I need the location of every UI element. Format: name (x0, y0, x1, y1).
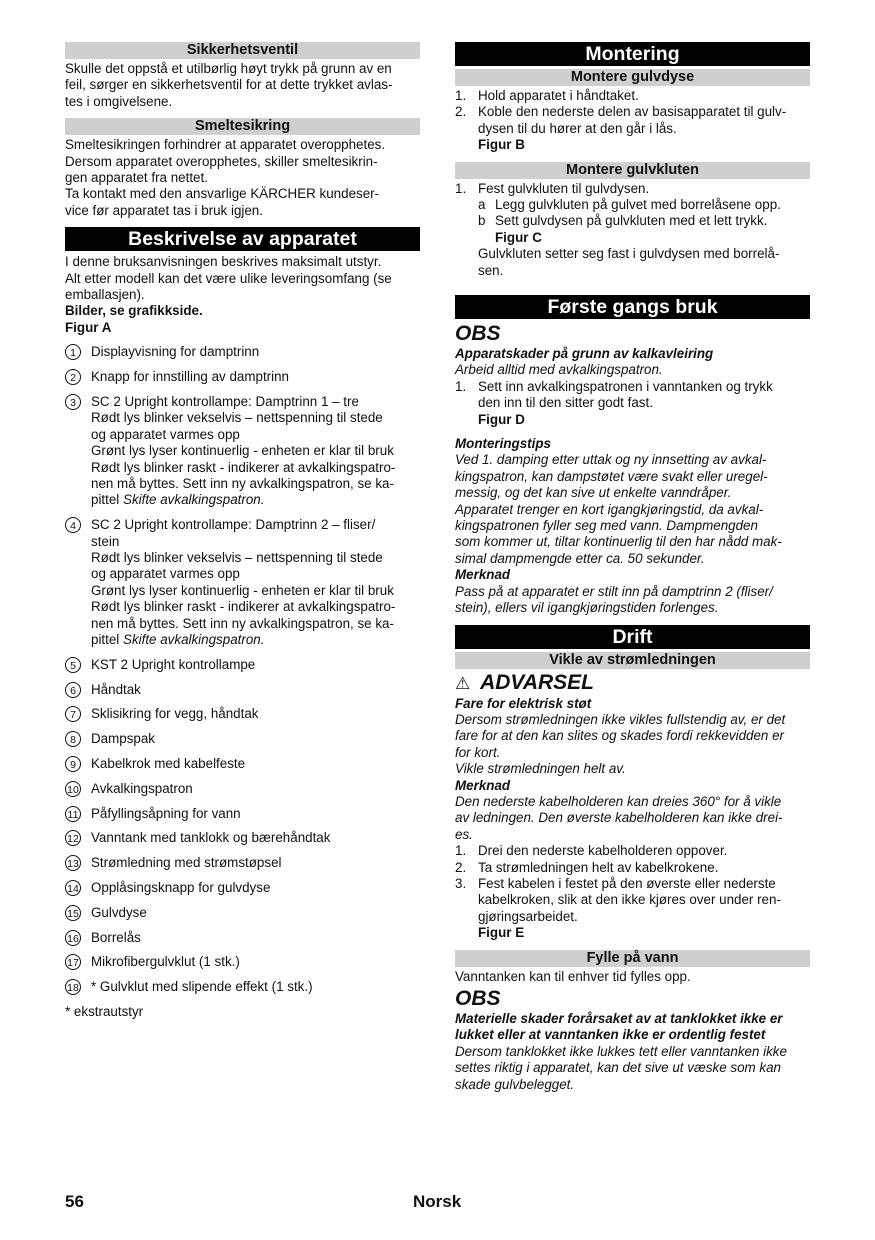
body-line: I denne bruksanvisningen beskrives maksimalt utstyr. (65, 254, 382, 270)
first-use-steps (455, 379, 810, 428)
step-item: 2. Koble den nederste delen av basisapparatet til gulv- dysen til du hører at den går i lås. Figur B (455, 104, 810, 153)
item-number-circle: 9 (65, 756, 81, 772)
step-item: 1. Hold apparatet i håndtaket. (455, 88, 639, 103)
figure-label: Figur E (478, 925, 525, 941)
step-item: 1. Drei den nederste kabelholderen oppover. (455, 843, 728, 859)
mounting-steps (455, 88, 810, 154)
figure-label: Figur D (478, 411, 525, 427)
section-heading-floor-cloth: Montere gulvkluten (455, 162, 810, 179)
body-line: Alt etter modell kan det være ulike leveringsomfang (se (65, 270, 392, 286)
images-reference: Bilder, se grafikkside. (65, 303, 203, 319)
chapter-heading-operation: Drift (455, 625, 810, 649)
chapter-heading-first-use: Første gangs bruk (455, 295, 810, 319)
list-item: 1 Displayvisning for damptrinn (65, 344, 420, 360)
tips-line: som kommer ut, tiltar kontinuerlig til den har nådd mak- (455, 534, 782, 550)
item-number-circle: 14 (65, 880, 81, 896)
item-number-circle: 6 (65, 682, 81, 698)
item-number-circle: 8 (65, 731, 81, 747)
cable-steps (455, 843, 810, 941)
tips-line: messig, og det kan sive ut enkelte vanndråper. (455, 485, 732, 501)
notice-line: skade gulvbelegget. (455, 1076, 575, 1092)
body-line: Ta kontakt med den ansvarlige KÄRCHER kundeser- (65, 186, 380, 202)
danger-line: Vikle strømledningen helt av. (455, 761, 626, 777)
step-item: 1. Sett inn avkalkingspatronen i vanntanken og trykk den inn til den sitter godt fast. Figur D (455, 379, 810, 428)
section-heading-safety-valve: Sikkerhetsventil (65, 42, 420, 59)
component-list (65, 344, 420, 995)
chapter-reference: Skifte avkalkingspatron. (123, 631, 265, 647)
figure-label: Figur C (495, 229, 542, 245)
item-number-circle: 3 (65, 394, 81, 410)
list-item: 16 Borrelås (65, 930, 420, 946)
figure-label: Figur B (478, 137, 525, 153)
list-item: 7 Sklisikring for vegg, håndtak (65, 706, 420, 722)
section-heading-fuse: Smeltesikring (65, 118, 420, 135)
item-number-circle: 18 (65, 979, 81, 995)
note-title: Merknad (455, 777, 511, 793)
list-item: 8 Dampspak (65, 731, 420, 747)
item-number-circle: 5 (65, 657, 81, 673)
obs-label: OBS (455, 322, 501, 345)
danger-line: fare for at den kan slites og skades fordi rekkevidden er (455, 728, 784, 744)
chapter-heading-mounting: Montering (455, 42, 810, 66)
page-number: 56 (65, 1192, 84, 1211)
list-item: 3 SC 2 Upright kontrollampe: Damptrinn 1 – tre Rødt lys blinker vekselvis – nettspenning til stede og apparatet varmes opp Grønt lys lyser kontinuerlig - enheten er klar til bruk Rødt lys blinker raskt - indikerer at avkalkingspatro- nen må byttes. Sett inn ny avkalkingspatron, se ka- pittel Skifte avkalkingspatron. (65, 394, 420, 509)
list-item: 18 * Gulvklut med slipende effekt (1 stk.) (65, 979, 420, 995)
cloth-steps (455, 181, 810, 197)
warning-label: ⚠ ADVARSEL (455, 670, 595, 694)
item-number-circle: 13 (65, 855, 81, 871)
footer-language: Norsk (413, 1192, 462, 1211)
notice-title: lukket eller at vanntanken ikke er ordentlig festet (455, 1027, 766, 1043)
tips-title: Monteringstips (455, 436, 551, 452)
list-item: 13 Strømledning med strømstøpsel (65, 855, 420, 871)
tips-line: Apparatet trenger en kort igangkjøringstid, da avkal- (455, 501, 764, 517)
sub-step-b: b Sett gulvdysen på gulvkluten med et lett trykk. (478, 213, 768, 229)
body-line: vice før apparatet tas i bruk igjen. (65, 202, 263, 218)
item-number-circle: 16 (65, 930, 81, 946)
tips-line: kingspatronen fyller seg med vann. Dampmengden (455, 518, 758, 534)
section-heading-floor-nozzle: Montere gulvdyse (455, 69, 810, 86)
danger-line: Dersom strømledningen ikke vikles fullstendig av, er det (455, 711, 786, 727)
body-line: Smeltesikringen forhindrer at apparatet overopphetes. (65, 137, 386, 153)
notice-title: Apparatskader på grunn av kalkavleiring (455, 346, 714, 361)
item-number-circle: 15 (65, 905, 81, 921)
note-title: Merknad (455, 567, 511, 583)
item-number-circle: 10 (65, 781, 81, 797)
notice-line: settes riktig i apparatet, kan det sive ut væske som kan (455, 1060, 781, 1076)
chapter-reference: Skifte avkalkingspatron. (123, 492, 265, 508)
body-line: Vanntanken kan til enhver tid fylles opp. (455, 968, 691, 984)
note-line: Pass på at apparatet er stilt inn på damptrinn 2 (fliser/ (455, 583, 773, 599)
item-number-circle: 17 (65, 954, 81, 970)
list-item: 14 Opplåsingsknapp for gulvdyse (65, 880, 420, 896)
item-number-circle: 12 (65, 830, 81, 846)
danger-line: for kort. (455, 744, 501, 760)
list-item: 4 SC 2 Upright kontrollampe: Damptrinn 2 – fliser/ stein Rødt lys blinker vekselvis – nettspenning til stede og apparatet varmes opp Grønt lys lyser kontinuerlig - enheten er klar til bruk Rødt lys blinker raskt - indikerer at avkalkingspatro- nen må byttes. Sett inn ny avkalkingspatron, se ka- pittel Skifte avkalkingspatron. (65, 517, 420, 648)
list-item: 11 Påfyllingsåpning for vann (65, 806, 420, 822)
body-line: emballasjen). (65, 287, 145, 303)
right-column (455, 42, 810, 279)
right-column-lower (455, 295, 810, 1093)
warning-triangle-icon: ⚠ (455, 673, 471, 693)
list-item: 15 Gulvdyse (65, 905, 420, 921)
body-line: Skulle det oppstå et utilbørlig høyt trykk på grunn av en (65, 61, 392, 76)
obs-label: OBS (455, 987, 501, 1010)
item-number-circle: 11 (65, 806, 81, 822)
item-number-circle: 1 (65, 344, 81, 360)
body-line: sen. (478, 262, 504, 278)
tips-line: Ved 1. damping etter uttak og ny innsetting av avkal- (455, 452, 767, 468)
note-line: stein), ellers vil igangkjøringstiden forlenges. (455, 600, 719, 616)
list-item: 10 Avkalkingspatron (65, 781, 420, 797)
body-line: Gulvkluten setter seg fast i gulvdysen med borrelå- (478, 246, 780, 262)
note-line: es. (455, 826, 473, 842)
footnote: * ekstrautstyr (65, 1003, 144, 1019)
step-item: 1. Fest gulvkluten til gulvdysen. (455, 180, 650, 196)
notice-text: Arbeid alltid med avkalkingspatron. (455, 362, 663, 378)
step-item: 2. Ta strømledningen helt av kabelkrokene. (455, 859, 719, 875)
item-number-circle: 2 (65, 369, 81, 385)
chapter-heading-description: Beskrivelse av apparatet (65, 227, 420, 251)
tips-line: kingspatron, kan dampstøtet være svakt eller uregel- (455, 468, 768, 484)
body-line: feil, sørger en sikkerhetsventil for at dette trykket avlas- (65, 77, 393, 93)
body-line: tes i omgivelsene. (65, 93, 173, 109)
danger-title: Fare for elektrisk støt (455, 695, 592, 711)
item-number-circle: 4 (65, 517, 81, 533)
notice-title: Materielle skader forårsaket av at tanklokket ikke er (455, 1011, 783, 1026)
section-heading-cable: Vikle av strømledningen (455, 652, 810, 669)
item-number-circle: 7 (65, 706, 81, 722)
notice-line: Dersom tanklokket ikke lukkes tett eller vanntanken ikke (455, 1043, 787, 1059)
note-line: av ledningen. Den øverste kabelholderen kan ikke drei- (455, 810, 783, 826)
left-column (65, 42, 420, 1020)
list-item: 9 Kabelkrok med kabelfeste (65, 756, 420, 772)
list-item: 12 Vanntank med tanklokk og bærehåndtak (65, 830, 420, 846)
list-item: 5 KST 2 Upright kontrollampe (65, 657, 420, 673)
section-heading-water: Fylle på vann (455, 950, 810, 967)
list-item: 17 Mikrofibergulvklut (1 stk.) (65, 954, 420, 970)
tips-line: simal dampmengde etter ca. 50 sekunder. (455, 550, 705, 566)
note-line: Den nederste kabelholderen kan dreies 360° for å vikle (455, 793, 782, 809)
step-item: 3. Fest kabelen i festet på den øverste eller nederste kabelkroken, slik at den ikke kjøres over under ren- gjøringsarbeidet. Figur E (455, 876, 810, 942)
body-line: Dersom apparatet overopphetes, skiller smeltesikrin- (65, 153, 378, 169)
list-item: 2 Knapp for innstilling av damptrinn (65, 369, 420, 385)
body-line: gen apparatet fra nettet. (65, 170, 208, 186)
list-item: 6 Håndtak (65, 682, 420, 698)
sub-step-a: a Legg gulvkluten på gulvet med borrelåsene opp. (478, 197, 781, 213)
figure-label: Figur A (65, 319, 112, 335)
